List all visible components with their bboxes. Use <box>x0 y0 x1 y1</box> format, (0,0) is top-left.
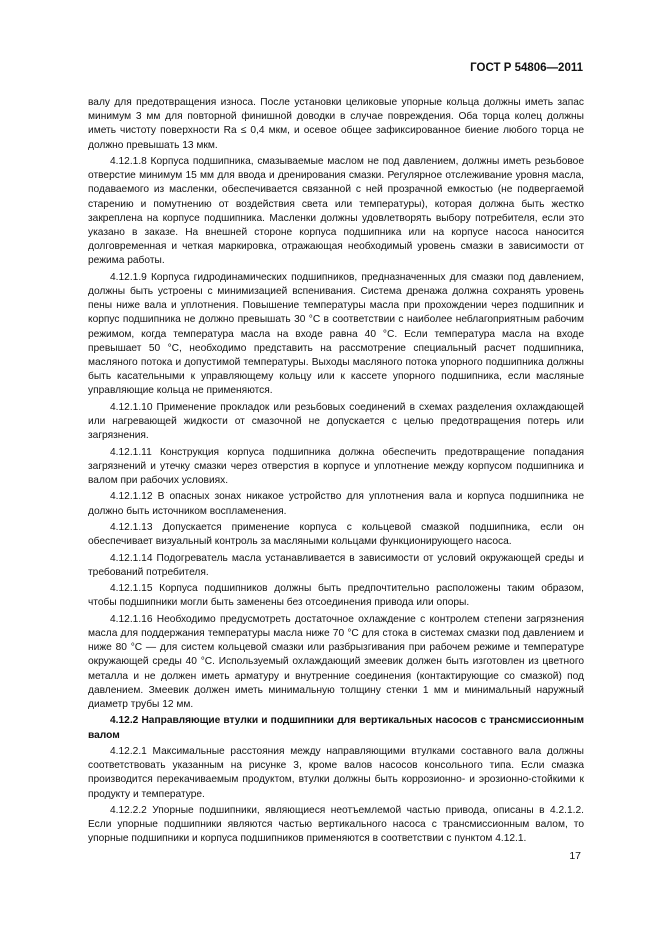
document-header: ГОСТ Р 54806—2011 <box>470 62 583 74</box>
paragraph-4-12-1-13: 4.12.1.13 Допускается применение корпуса с кольцевой смазкой подшипника, если он обеспечивает визуальный контроль за масляными кольцами функционирующего насоса. <box>88 522 584 548</box>
paragraph-4-12-1-11: 4.12.1.11 Конструкция корпуса подшипника должна обеспечить предотвращение попадания загрязнений и утечку смазки через отверстия в корпусе и уплотнение между корпусом подшипника и валом при рабочих условиях. <box>88 446 584 487</box>
section-heading-4-12-2: 4.12.2 Направляющие втулки и подшипники для вертикальных насосов с трансмиссионным валом <box>88 715 584 741</box>
paragraph-4-12-2-2: 4.12.2.2 Упорные подшипники, являющиеся неотъемлемой частью привода, описаны в 4.2.1.2. Если упорные подшипники являются частью вертикального насоса с трансмиссионным валом, то упорные подшипники и корпуса подшипников применяются в соответствии с пунктом 4.12.1. <box>88 805 584 845</box>
paragraph-4-12-1-14: 4.12.1.14 Подогреватель масла устанавливается в зависимости от условий окружающей среды и требований потребителя. <box>88 552 584 578</box>
document-body <box>88 96 584 849</box>
paragraph-continuation: валу для предотвращения износа. После установки целиковые упорные кольца должны иметь запас минимум 3 мм для повторной финишной доводки в случае повреждения. Оба торца колец должны иметь чистоту поверхности Ra ≤ 0,4 мкм, и осевое общее зафиксированное биение любого торца не должно превышать 13 мкм. <box>88 97 584 151</box>
paragraph-4-12-2-1: 4.12.2.1 Максимальные расстояния между направляющими втулками составного вала должны соответствовать указанным на рисунке 3, кроме валов насосов консольного типа. Если смазка производится перекачиваемым продуктом, втулки должны быть коррозионно- и эрозионно-стойкими к продукту и температуре. <box>88 746 584 800</box>
paragraph-4-12-1-8: 4.12.1.8 Корпуса подшипника, смазываемые маслом не под давлением, должны иметь резьбовое отверстие минимум 15 мм для ввода и дренирования смазки. Регулярное отслеживание уровня масла, подаваемого из масленки, обеспечивается связанной с ней прозрачной емкостью (не подвергаемой старению и помутнению от воздействия света или температуры), которая должна быть жестко закреплена на корпусе подшипника. Масленки должны удовлетворять выбору потребителя, если это указано в заказе. На внешней стороне корпуса подшипника или на корпусе насоса наносится долговременная и четкая маркировка, отражающая необходимый уровень смазки в зависимости от режима работы. <box>88 156 584 267</box>
paragraph-4-12-1-16: 4.12.1.16 Необходимо предусмотреть достаточное охлаждение с контролем степени загрязнения масла для поддержания температуры масла ниже 70 °С для стока в системах смазки под давлением и ниже 80 °С — для систем кольцевой смазки или разбрызгивания при рабочем режиме и температуре окружающей среды 40 °С. Используемый охлаждающий змеевик должен быть изготовлен из цветного металла и не должен иметь арматуру и внутренние соединения (контактирующие со смазкой) под давлением. Змеевик должен иметь минимальную толщину стенки 1 мм и минимальный наружный диаметр трубы 12 мм. <box>88 613 584 711</box>
page-number: 17 <box>569 850 581 862</box>
paragraph-4-12-1-12: 4.12.1.12 В опасных зонах никакое устройство для уплотнения вала и корпуса подшипника не должно быть источником воспламенения. <box>88 491 584 517</box>
paragraph-4-12-1-10: 4.12.1.10 Применение прокладок или резьбовых соединений в схемах разделения охлаждающей или нагревающей жидкости от смазочной не допускается с целью предотвращения потерь или загрязнения. <box>88 401 584 442</box>
paragraph-4-12-1-15: 4.12.1.15 Корпуса подшипников должны быть предпочтительно расположены таким образом, чтобы подшипники могли быть заменены без отсоединения привода или опоры. <box>88 583 584 609</box>
paragraph-4-12-1-9: 4.12.1.9 Корпуса гидродинамических подшипников, предназначенных для смазки под давлением, должны быть устроены с минимизацией вспенивания. Система дренажа должна сохранять уровень пены ниже вала и уплотнения. Повышение температуры масла при прохождении через подшипник и корпус подшипника не должно превышать 30 °С в соответствии с наиболее неблагоприятным рабочим режимом, когда температура масла на входе равна 40 °С. Если температура масла на входе превышает 50 °С, необходимо представить на рассмотрение специальный расчет подшипника, масляного потока и допустимой температуры. Выходы масляного потока упорного подшипника должны быть касательными к управляющему кольцу или к кассете упорного подшипника, если масляные управляющие кольца не применяются. <box>88 271 584 397</box>
